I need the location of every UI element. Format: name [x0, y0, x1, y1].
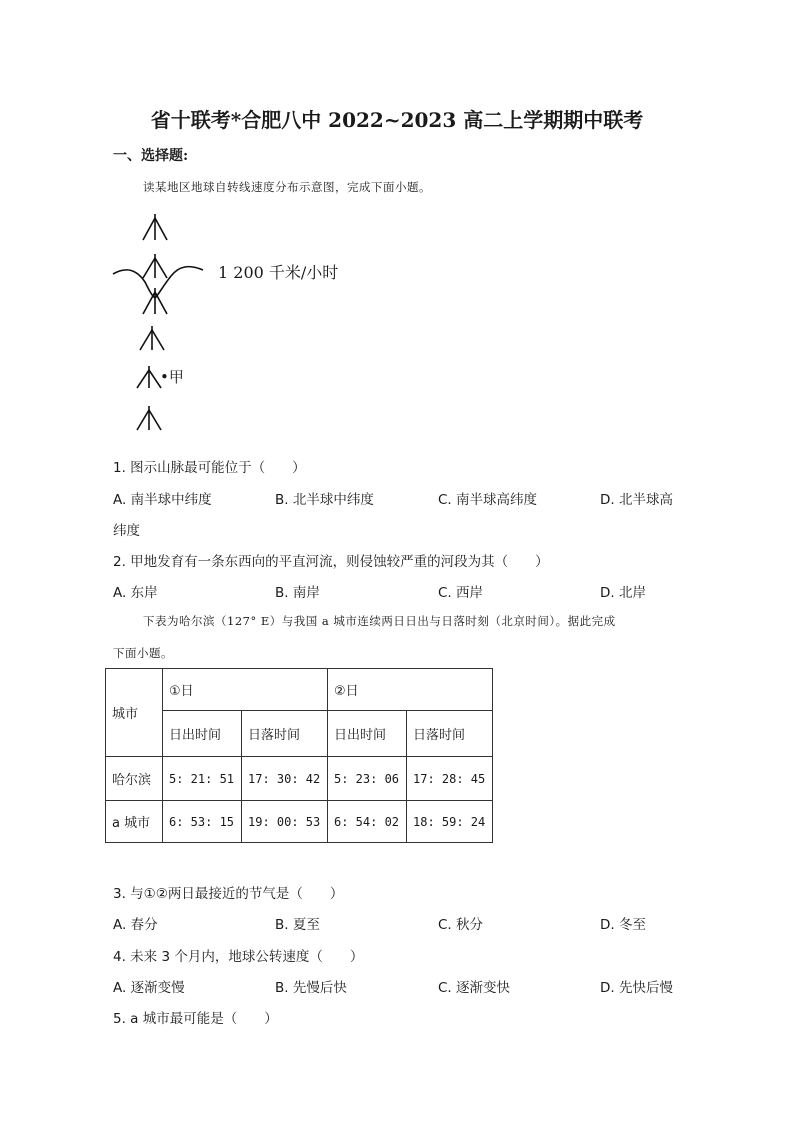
question-5-stem: 5. a 城市最可能是（ ）: [113, 1011, 278, 1027]
mountain-symbol-3: [143, 288, 167, 314]
q4-option-a[interactable]: A. 逐渐变慢: [113, 980, 185, 996]
table-cell: 17: 30: 42: [242, 757, 328, 801]
table-cell: 18: 59: 24: [407, 801, 493, 843]
mountain-symbol-6: [137, 406, 161, 430]
intro-text-2-line2: 下面小题。: [113, 646, 173, 660]
mountain-symbol-2: [143, 254, 167, 278]
q3-option-d[interactable]: D. 冬至: [600, 917, 646, 933]
intro-text-1: 读某地区地球自转线速度分布示意图，完成下面小题。: [143, 180, 431, 194]
table-subheader: 日落时间: [242, 711, 328, 757]
question-3-stem: 3. 与①②两日最接近的节气是（ ）: [113, 886, 344, 902]
intro-text-2-line1: 下表为哈尔滨（127° E）与我国 a 城市连续两日日出与日落时刻（北京时间）。据此完成: [143, 614, 616, 628]
sunrise-sunset-table: [105, 668, 493, 843]
mountain-symbol-4: [140, 326, 164, 350]
isoline-label: 1 200 千米/小时: [218, 263, 339, 282]
q2-option-c[interactable]: C. 西岸: [438, 585, 484, 601]
q2-option-a[interactable]: A. 东岸: [113, 585, 158, 601]
question-2-stem: 2. 甲地发育有一条东西向的平直河流，则侵蚀较严重的河段为其（ ）: [113, 554, 549, 570]
q1-option-d[interactable]: D. 北半球高: [600, 492, 673, 508]
table-subheader: 日落时间: [407, 711, 493, 757]
page-title: 省十联考*合肥八中 2022~2023 高二上学期期中联考: [150, 108, 644, 132]
point-jia-label: •甲: [160, 368, 184, 386]
table-cell: 17: 28: 45: [407, 757, 493, 801]
q1-option-c[interactable]: C. 南半球高纬度: [438, 492, 538, 508]
table-cell: 6: 54: 02: [328, 801, 407, 843]
isoline: [113, 267, 203, 298]
mountain-symbol-1: [143, 214, 167, 240]
q2-option-b[interactable]: B. 南岸: [275, 585, 320, 601]
q3-option-a[interactable]: A. 春分: [113, 917, 158, 933]
q4-option-d[interactable]: D. 先快后慢: [600, 980, 673, 996]
mountain-symbol-5: [137, 366, 161, 388]
table-header-city: 城市: [106, 669, 163, 757]
q1-option-b[interactable]: B. 北半球中纬度: [275, 492, 374, 508]
table-header-day1: ①日: [163, 669, 328, 711]
q3-option-b[interactable]: B. 夏至: [275, 917, 320, 933]
q1-option-d-continuation: 纬度: [113, 523, 140, 539]
q4-option-c[interactable]: C. 逐渐变快: [438, 980, 511, 996]
table-cell: 6: 53: 15: [163, 801, 242, 843]
question-4-stem: 4. 未来 3 个月内，地球公转速度（ ）: [113, 949, 364, 965]
table-cell: 5: 21: 51: [163, 757, 242, 801]
table-cell-city: a 城市: [106, 801, 163, 843]
q2-option-d[interactable]: D. 北岸: [600, 585, 646, 601]
q3-option-c[interactable]: C. 秋分: [438, 917, 484, 933]
table-header-day2: ②日: [328, 669, 493, 711]
table-row: [106, 801, 493, 843]
rotation-speed-diagram: [105, 210, 215, 435]
q1-option-a[interactable]: A. 南半球中纬度: [113, 492, 212, 508]
table-cell: 5: 23: 06: [328, 757, 407, 801]
table-row: [106, 757, 493, 801]
table-subheader: 日出时间: [163, 711, 242, 757]
table-subheader: 日出时间: [328, 711, 407, 757]
table-cell-city: 哈尔滨: [106, 757, 163, 801]
section-heading: 一、选择题:: [113, 148, 189, 164]
question-1-stem: 1. 图示山脉最可能位于（ ）: [113, 460, 306, 476]
table-cell: 19: 00: 53: [242, 801, 328, 843]
q4-option-b[interactable]: B. 先慢后快: [275, 980, 347, 996]
